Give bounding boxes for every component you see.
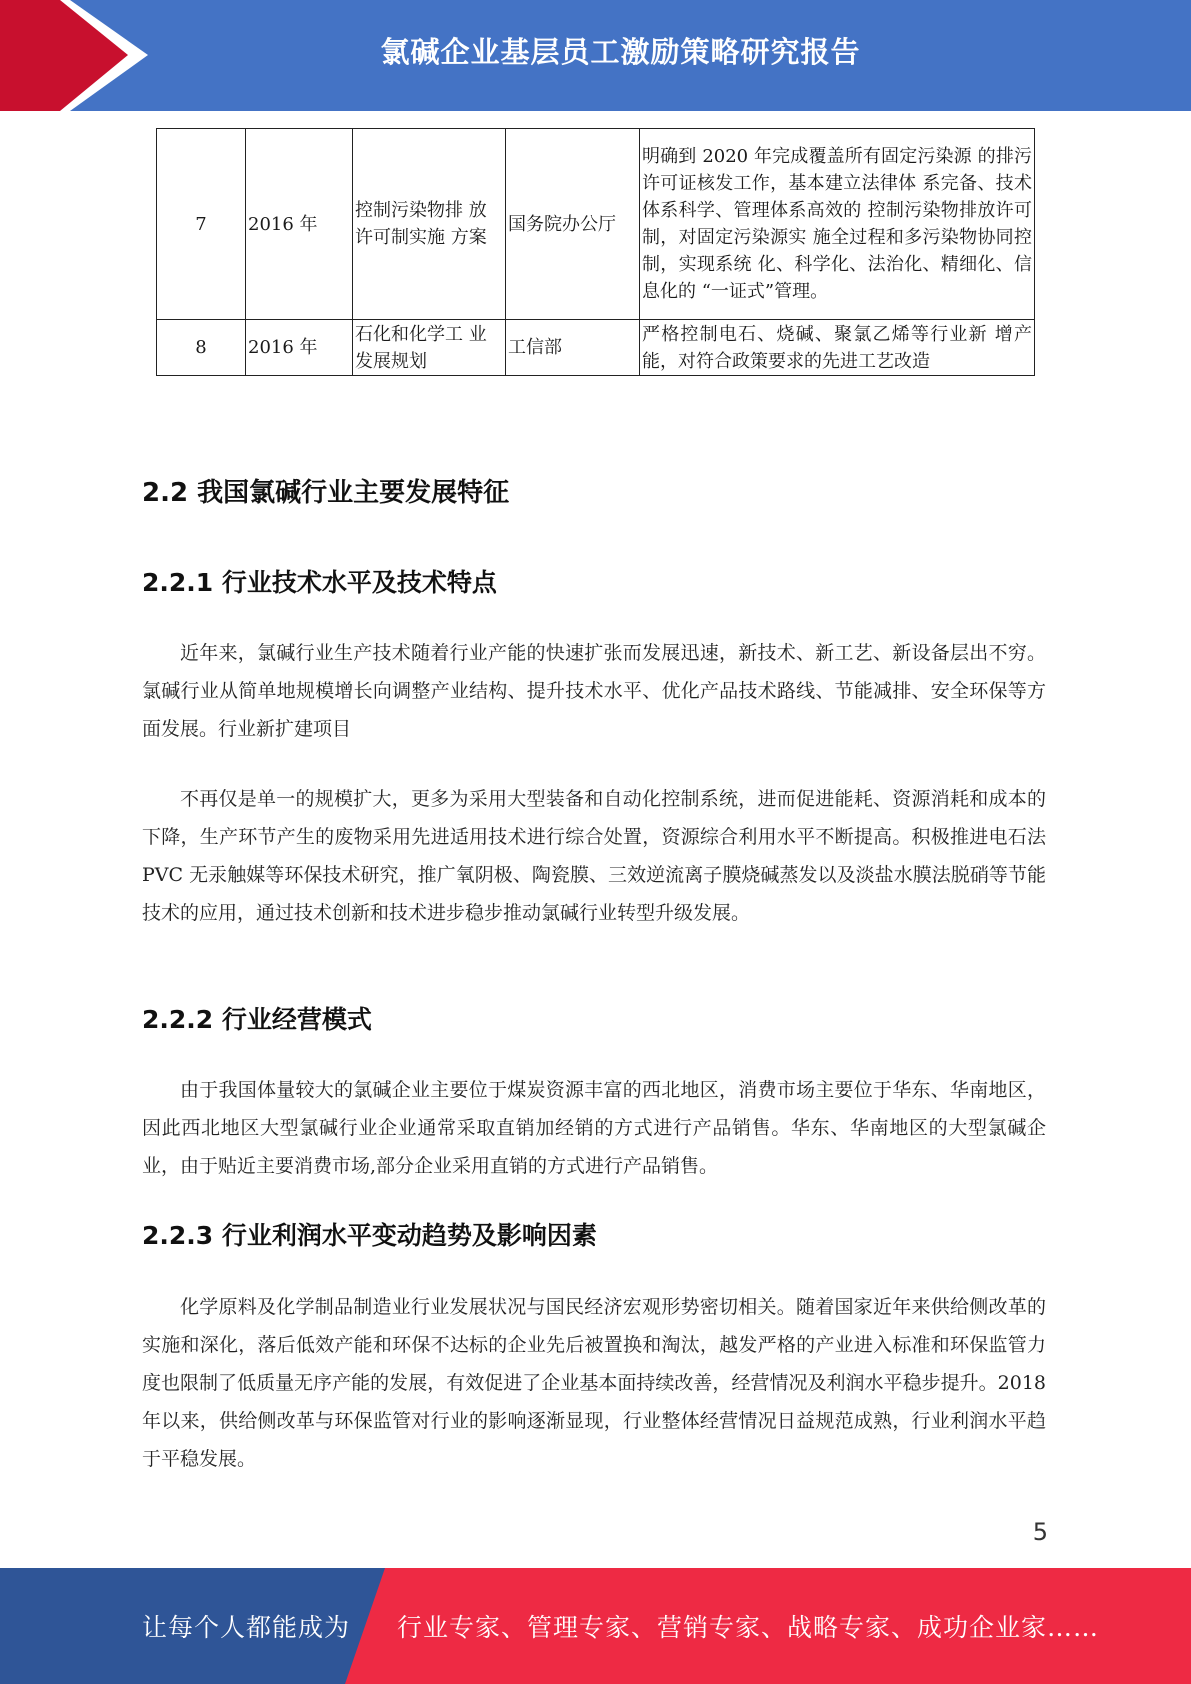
paragraph-profit-trend: 化学原料及化学制品制造业行业发展状况与国民经济宏观形势密切相关。随着国家近年来供给侧改革的实施和深化，落后低效产能和环保不达标的企业先后被置换和淘汰，越发严格的产业进入标准和环保监管力度也限制了低质量无序产能的发展，有效促进了企业基本面持续改善，经营情况及利润水平稳步提升。2018 年以来，供给侧改革与环保监管对行业的影响逐渐显现，行业整体经营情况日益规范成熟，行业利润水平趋于平稳发展。: [142, 1296, 1046, 1470]
section-heading-2-2-2: 2.2.2 行业经营模式: [142, 1005, 372, 1034]
cell-policy-name: 控制污染物排 放许可制实施 方案: [353, 129, 506, 320]
section-heading-2-2: 2.2 我国氯碱行业主要发展特征: [142, 478, 510, 508]
cell-year: 2016 年: [246, 320, 353, 376]
page-number: 5: [1032, 1518, 1048, 1546]
cell-number: 8: [157, 320, 246, 376]
footer-slogan-left: 让每个人都能成为: [142, 1613, 351, 1642]
cell-issuer: 国务院办公厅: [506, 129, 640, 320]
cell-issuer: 工信部: [506, 320, 640, 376]
policy-table: [156, 128, 1035, 376]
header-chevron-decoration: [0, 0, 160, 111]
cell-content: 明确到 2020 年完成覆盖所有固定污染源 的排污许可证核发工作，基本建立法律体 系完备、技术体系科学、管理体系高效的 控制污染物排放许可制，对固定污染源实 施全过程和多污染物协同控制，实现系统 化、科学化、法治化、精细化、信息化的 “一证式”管理。: [640, 129, 1035, 320]
paragraph-tech-1: 近年来，氯碱行业生产技术随着行业产能的快速扩张而发展迅速，新技术、新工艺、新设备层出不穷。氯碱行业从简单地规模增长向调整产业结构、提升技术水平、优化产品技术路线、节能减排、安全环保等方面发展。行业新扩建项目: [142, 642, 1046, 740]
footer-slogan-right: 行业专家、管理专家、营销专家、战略专家、成功企业家……: [397, 1613, 1100, 1642]
table-row: [157, 320, 1035, 376]
cell-year: 2016 年: [246, 129, 353, 320]
paragraph-tech-2: 不再仅是单一的规模扩大，更多为采用大型装备和自动化控制系统，进而促进能耗、资源消耗和成本的下降，生产环节产生的废物采用先进适用技术进行综合处置，资源综合利用水平不断提高。积极推进电石法 PVC 无汞触媒等环保技术研究，推广氧阴极、陶瓷膜、三效逆流离子膜烧碱蒸发以及淡盐水膜法脱硝等节能技术的应用，通过技术创新和技术进步稳步推动氯碱行业转型升级发展。: [142, 788, 1046, 924]
footer-banner: [0, 1568, 1191, 1684]
section-heading-2-2-3: 2.2.3 行业利润水平变动趋势及影响因素: [142, 1221, 597, 1250]
section-heading-2-2-1: 2.2.1 行业技术水平及技术特点: [142, 568, 497, 597]
cell-policy-name: 石化和化学工 业发展规划: [353, 320, 506, 376]
header-bar: [0, 0, 1191, 111]
table-row: [157, 129, 1035, 320]
cell-number: 7: [157, 129, 246, 320]
paragraph-business-model: 由于我国体量较大的氯碱企业主要位于煤炭资源丰富的西北地区，消费市场主要位于华东、华南地区，因此西北地区大型氯碱行业企业通常采取直销加经销的方式进行产品销售。华东、华南地区的大型氯碱企业，由于贴近主要消费市场,部分企业采用直销的方式进行产品销售。: [142, 1079, 1046, 1177]
document-title: 氯碱企业基层员工激励策略研究报告: [380, 34, 861, 69]
cell-content: 严格控制电石、烧碱、聚氯乙烯等行业新 增产能，对符合政策要求的先进工艺改造: [640, 320, 1035, 376]
